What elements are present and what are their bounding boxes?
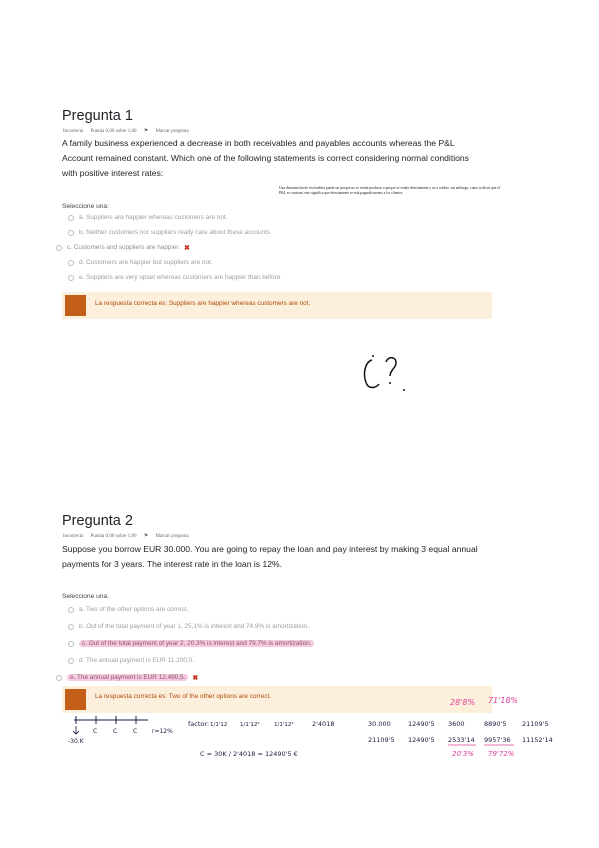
option-c[interactable]: c. Out of the total payment of year 2, 20.3% is interest and 79.7% is amortization. (68, 638, 502, 649)
flag-question-link[interactable]: ⚑ Marcar pregunta (143, 129, 189, 134)
row2-end: 11152'14 (522, 736, 553, 744)
timeline-drawing (68, 716, 173, 745)
timeline-c2: C (113, 728, 118, 735)
payment-formula: C = 30K / 2'4018 = 12490'5 € (200, 750, 298, 758)
radio-icon[interactable] (68, 624, 74, 630)
pink-note-interest-y2: 20'3% (452, 750, 474, 758)
flag-icon: ⚑ (143, 534, 149, 539)
incorrect-icon: ✖ (192, 674, 199, 682)
status-label: Incorrecta (63, 534, 84, 539)
factor-label: factor: (188, 720, 210, 728)
row1-end: 21109'5 (522, 720, 549, 728)
option-e[interactable]: e. The annual payment is EUR 12.490,5. ✖ (56, 672, 502, 683)
radio-icon[interactable] (68, 607, 74, 613)
question-2-options (62, 604, 502, 683)
radio-icon[interactable] (68, 641, 74, 647)
option-a[interactable]: a. Two of the other options are correct. (68, 604, 502, 615)
incorrect-icon: ✖ (183, 244, 190, 252)
row1-interest: 3600 (448, 720, 465, 728)
handwritten-calculations (60, 690, 580, 780)
row2-interest: 2533'14 (448, 736, 475, 744)
radio-icon[interactable] (68, 215, 74, 221)
option-a[interactable]: a. Suppliers are happier whereas customers are not. (68, 212, 502, 223)
score-label: Puntúa 0,00 sobre 1,00 (90, 534, 137, 539)
option-b[interactable]: b. Neither customers nor suppliers really care about these accounts (68, 227, 502, 238)
question-2-meta (63, 533, 201, 539)
question-1-title: Pregunta 1 (62, 108, 133, 124)
option-d[interactable]: d. The annual payment is EUR 11.200,0. (68, 655, 502, 666)
option-e[interactable]: e. Suppliers are very upset whereas customers are happier than before (68, 272, 502, 283)
status-label: Incorrecta (63, 129, 84, 134)
feedback-text: La respuesta correcta es: Two of the other options are correct. (95, 693, 272, 700)
question-1-stem: A family business experienced a decrease in both receivables and payables accounts whereas the P&L Account remained constant. Which one of the following statements is correct considering normal conditions with positive interest rates: (62, 138, 469, 178)
rate-label: r=12% (152, 728, 173, 735)
row2-payment: 12490'5 (408, 736, 435, 744)
amortization-table (368, 720, 553, 745)
factor-frac-3: 1/1'12³ (274, 722, 294, 728)
feedback-icon (65, 295, 86, 316)
radio-icon[interactable] (56, 245, 62, 251)
question-1-meta (63, 128, 201, 134)
radio-icon[interactable] (68, 658, 74, 664)
question-2-prompt: Seleccione una: (62, 593, 109, 600)
feedback-text: La respuesta correcta es: Suppliers are happier whereas customers are not. (95, 300, 311, 307)
radio-icon[interactable] (68, 260, 74, 266)
radio-icon[interactable] (56, 675, 62, 681)
flag-question-link[interactable]: ⚑ Marcar pregunta (143, 534, 189, 539)
pink-note-amort-y1: 71'18% (488, 696, 519, 705)
timeline-start-label: -30.K (68, 738, 84, 745)
question-1-feedback (62, 292, 492, 319)
annotation-note: Una disminución de receivables puede ser porque no se venda producto o porque se venda directamente y no a crédito, sin embargo, como te dicen que el P&L es constant, esto significa que directamente se está pagando menos a los clientes. (279, 186, 500, 195)
option-d[interactable]: d. Customers are happier but suppliers are not. (68, 257, 502, 268)
question-1-options (62, 212, 502, 283)
row2-balance: 21109'5 (368, 736, 395, 744)
factor-value: 2'4018 (312, 720, 335, 728)
factor-frac-2: 1/1'12² (240, 722, 260, 728)
pink-note-interest-y1: 28'8% (450, 698, 476, 707)
factor-formula (188, 720, 334, 728)
flag-icon: ⚑ (143, 129, 149, 134)
radio-icon[interactable] (68, 275, 74, 281)
timeline-c1: C (93, 728, 98, 735)
option-c[interactable]: c. Customers and suppliers are happier. ✖ (56, 242, 502, 253)
pink-note-amort-y2: 79'72% (488, 750, 515, 758)
row1-amort: 8890'5 (484, 720, 507, 728)
question-2-title: Pregunta 2 (62, 513, 133, 529)
handwritten-question-marks (352, 348, 412, 398)
option-b[interactable]: b. Out of the total payment of year 1, 25,1% is interest and 74.9% is amortization. (68, 621, 502, 632)
radio-icon[interactable] (68, 230, 74, 236)
row2-amort: 9957'36 (484, 736, 511, 744)
factor-frac-1: 1/1'12 (210, 722, 228, 728)
row1-payment: 12490'5 (408, 720, 435, 728)
question-2-stem: Suppose you borrow EUR 30.000. You are going to repay the loan and pay interest by making 3 equal annual payments for 3 years. The interest rate in the loan is 12%. (62, 544, 478, 569)
score-label: Puntúa 0,00 sobre 1,00 (90, 129, 137, 134)
row1-balance: 30.000 (368, 720, 391, 728)
timeline-c3: C (133, 728, 138, 735)
question-1-prompt: Seleccione una: (62, 203, 109, 210)
